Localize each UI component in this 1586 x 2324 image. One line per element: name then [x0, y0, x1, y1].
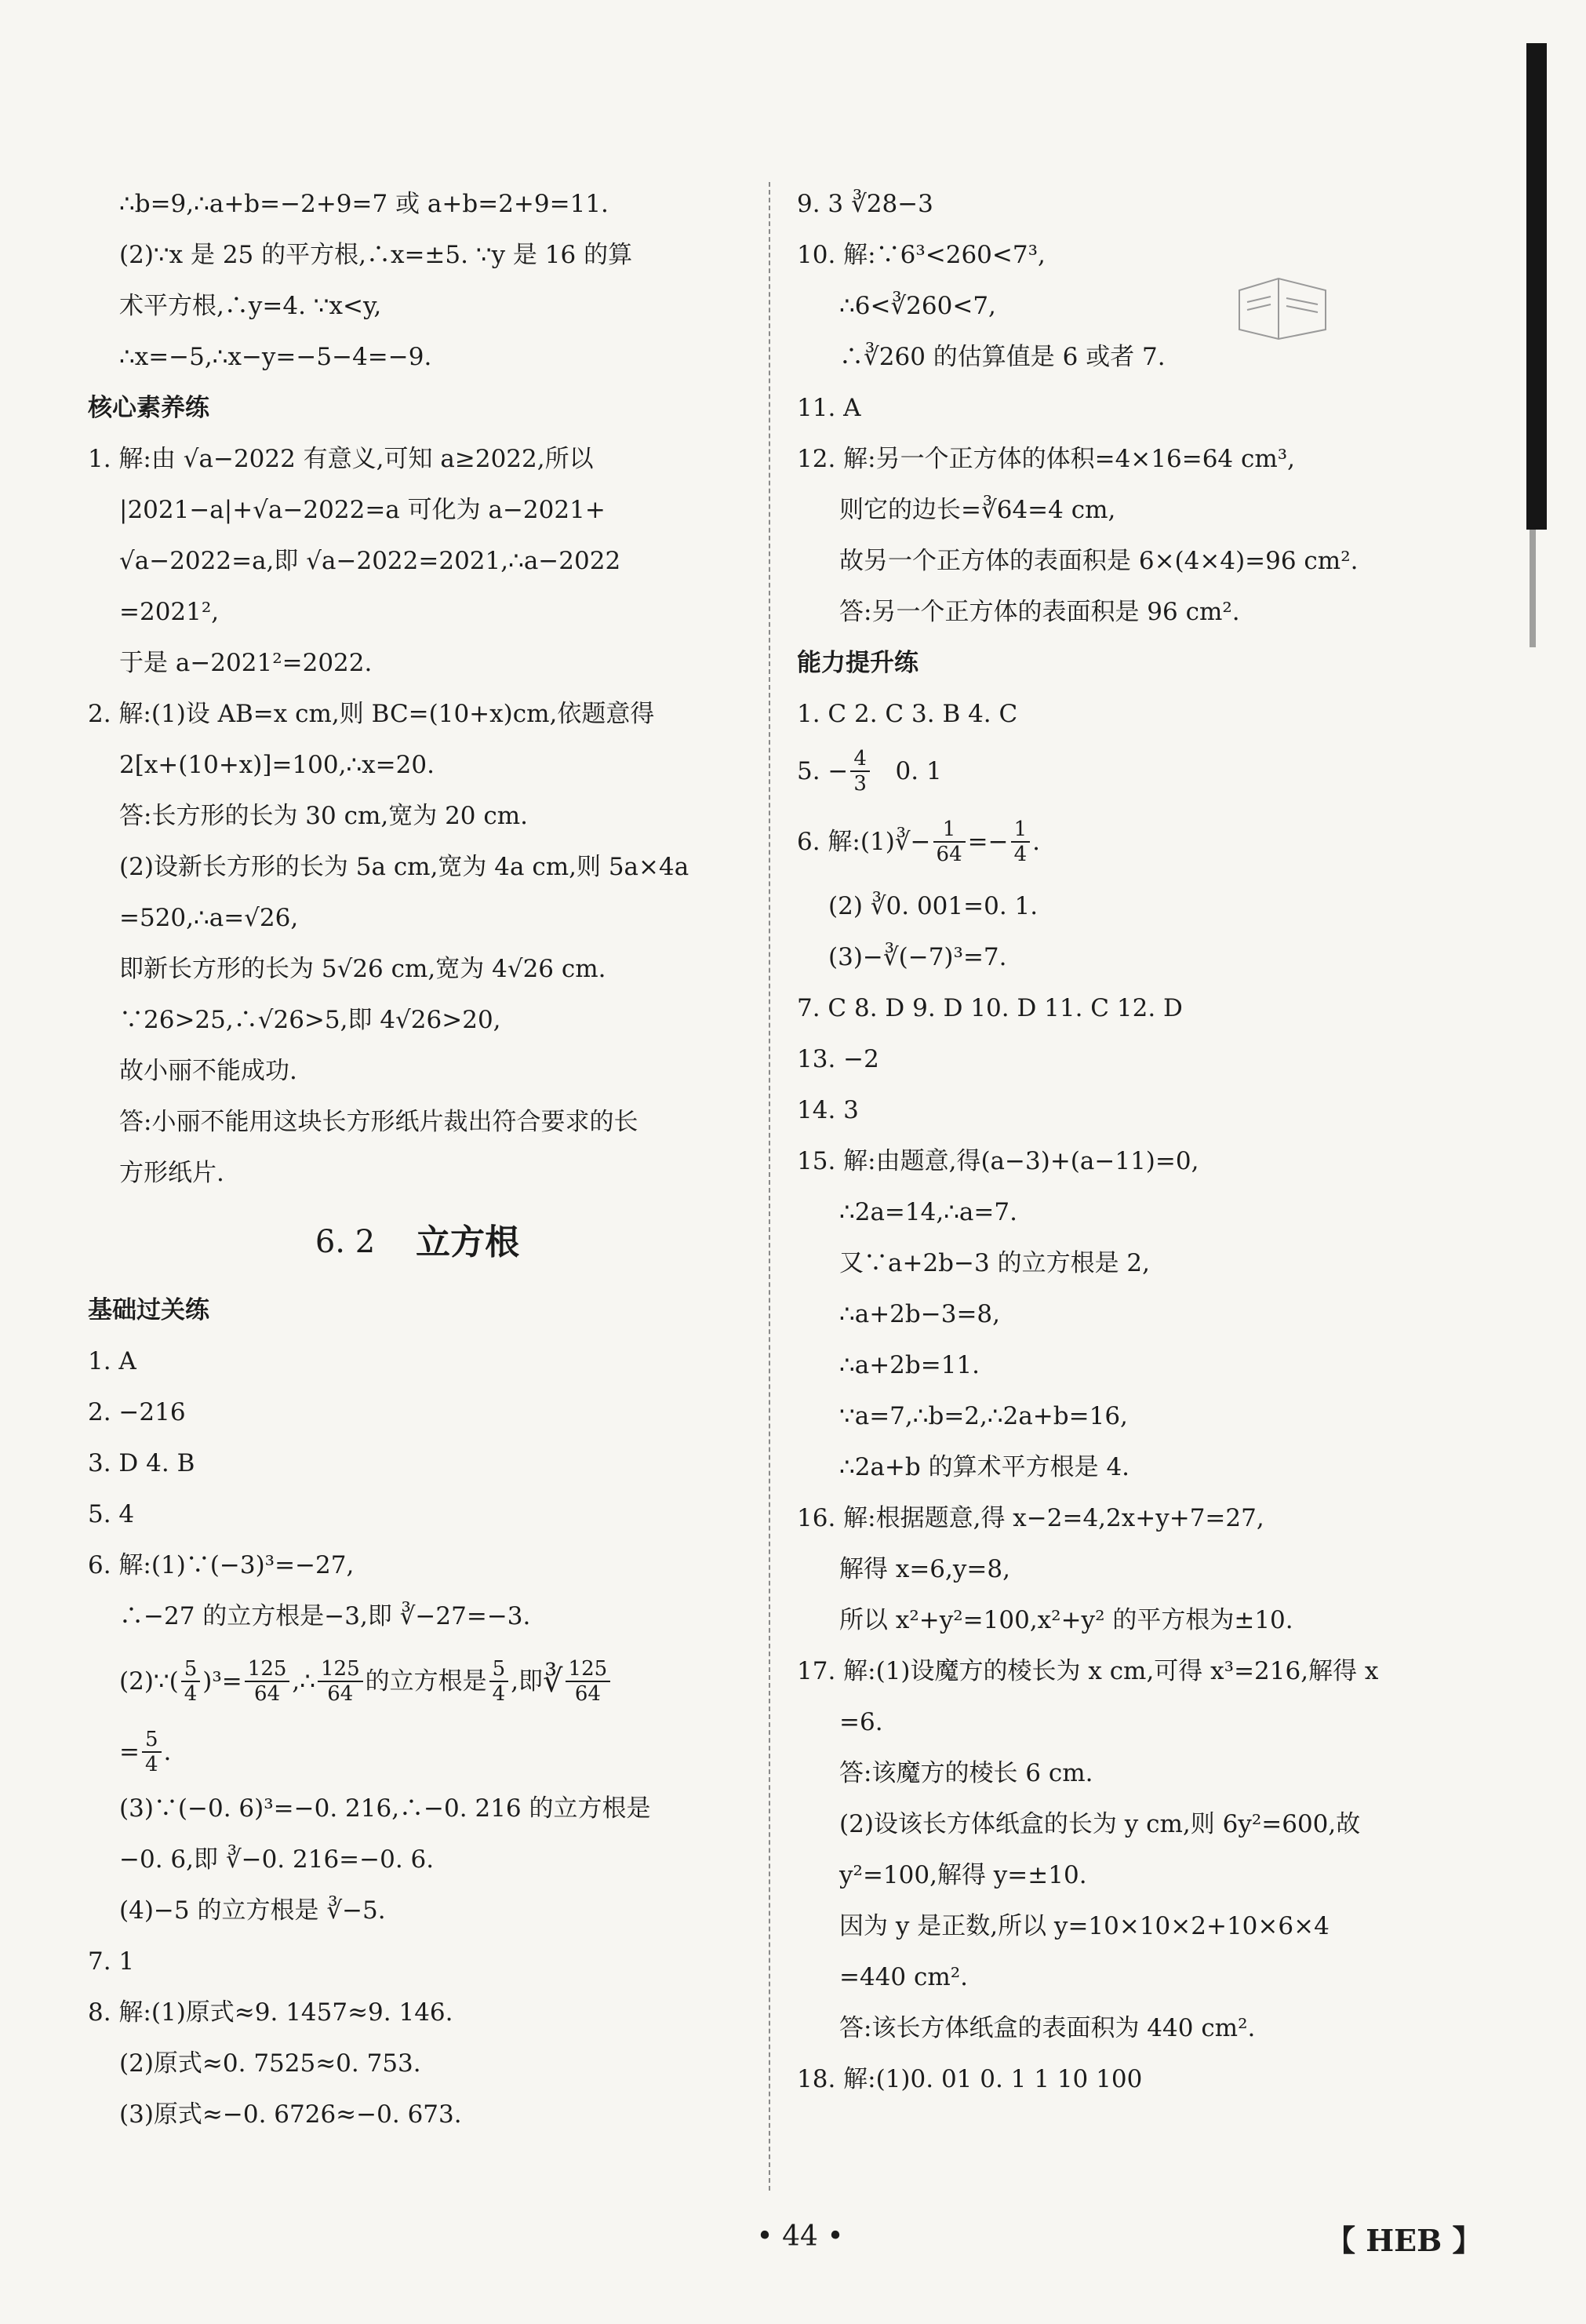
numerator: 4	[850, 747, 870, 772]
text-line: 16. 解:根据题意,得 x−2=4,2x+y+7=27,	[797, 1504, 1264, 1532]
text-line: 2[x+(10+x)]=100,∴x=20.	[119, 751, 435, 779]
numerator: 1	[933, 818, 966, 843]
text-line: 11. A	[797, 394, 861, 422]
text-fragment: 6. 解:(1)∛	[797, 827, 911, 856]
fraction	[566, 1657, 611, 1706]
text-line: ∴6<∛260<7,	[839, 292, 996, 320]
text-fragment: )³=	[202, 1667, 242, 1696]
text-line: 方形纸片.	[119, 1159, 224, 1187]
text-line: 所以 x²+y²=100,x²+y² 的平方根为±10.	[839, 1606, 1293, 1634]
text-line: (2)设该长方体纸盒的长为 y cm,则 6y²=600,故	[839, 1810, 1361, 1838]
text-line: (4)−5 的立方根是 ∛−5.	[119, 1896, 386, 1925]
text-line: 15. 解:由题意,得(a−3)+(a−11)=0,	[797, 1147, 1199, 1175]
denominator: 64	[574, 1682, 601, 1706]
text-line: 即新长方形的长为 5√26 cm,宽为 4√26 cm.	[119, 955, 606, 983]
section-heading-ability: 能力提升练	[797, 649, 918, 677]
numerator: 5	[181, 1657, 201, 1682]
text-line: 14. 3	[797, 1096, 859, 1124]
fraction	[850, 747, 870, 796]
fraction	[489, 1657, 509, 1706]
text-fragment: −	[910, 827, 931, 856]
text-line: 解得 x=6,y=8,	[839, 1555, 1010, 1583]
text-line: 2. −216	[88, 1398, 186, 1426]
numerator: 125	[566, 1657, 611, 1682]
text-line: ∴a+2b−3=8,	[839, 1300, 1000, 1328]
text-line: ∵a=7,∴b=2,∴2a+b=16,	[839, 1402, 1128, 1430]
text-line: ∴b=9,∴a+b=−2+9=7 或 a+b=2+9=11.	[119, 190, 609, 218]
fraction-line	[797, 803, 1471, 881]
text-fragment: ,即	[511, 1667, 544, 1696]
section-title	[88, 1199, 747, 1285]
text-line: 7. C 8. D 9. D 10. D 11. C 12. D	[797, 994, 1183, 1022]
text-line: (3)∵(−0. 6)³=−0. 216,∴−0. 216 的立方根是	[119, 1794, 651, 1823]
text-line: 18. 解:(1)0. 01 0. 1 1 10 100	[797, 2065, 1143, 2093]
text-line: 答:另一个正方体的表面积是 96 cm².	[839, 598, 1240, 626]
text-line: 故另一个正方体的表面积是 6×(4×4)=96 cm².	[839, 547, 1359, 575]
denominator: 4	[184, 1682, 198, 1706]
text-line: 则它的边长=∛64=4 cm,	[839, 496, 1116, 524]
text-line: 因为 y 是正数,所以 y=10×10×2+10×6×4	[839, 1912, 1330, 1940]
text-line: √a−2022=a,即 √a−2022=2021,∴a−2022	[119, 547, 621, 575]
publisher-tag: 【 HEB 】	[1326, 2223, 1482, 2258]
fraction-line	[88, 1642, 747, 1721]
text-line: ∴2a+b 的算术平方根是 4.	[839, 1453, 1130, 1481]
right-column	[797, 179, 1471, 2105]
text-line: 10. 解:∵6³<260<7³,	[797, 241, 1046, 269]
text-line: =440 cm².	[839, 1963, 969, 1991]
text-fragment: 的立方根是	[365, 1667, 487, 1696]
text-line: ∴a+2b=11.	[839, 1351, 980, 1379]
text-line: 又∵a+2b−3 的立方根是 2,	[839, 1249, 1151, 1277]
text-fragment: =	[119, 1737, 140, 1766]
denominator: 64	[327, 1682, 354, 1706]
text-line: (3)−∛(−7)³=7.	[828, 943, 1007, 971]
text-line: ∴2a=14,∴a=7.	[839, 1198, 1017, 1226]
fraction-line	[88, 1721, 747, 1783]
text-line: ∴∛260 的估算值是 6 或者 7.	[839, 343, 1166, 371]
text-line: ∴x=−5,∴x−y=−5−4=−9.	[119, 343, 432, 371]
page-number: • 44 •	[756, 2220, 844, 2253]
text-line: 13. −2	[797, 1045, 879, 1073]
text-line: (3)原式≈−0. 6726≈−0. 673.	[119, 2100, 462, 2129]
text-line: 5. 4	[88, 1500, 135, 1528]
section-number: 6. 2	[315, 1223, 376, 1260]
fraction	[245, 1657, 290, 1706]
numerator: 1	[1011, 818, 1031, 843]
scan-edge-shadow-faint	[1530, 530, 1536, 647]
section-heading-basic: 基础过关练	[88, 1296, 209, 1324]
text-line: (2)设新长方形的长为 5a cm,宽为 4a cm,则 5a×4a	[119, 853, 689, 881]
numerator: 5	[142, 1728, 162, 1753]
text-line: 答:该魔方的棱长 6 cm.	[839, 1759, 1093, 1787]
text-fragment: ,∴	[292, 1667, 315, 1696]
text-line: 2. 解:(1)设 AB=x cm,则 BC=(10+x)cm,依题意得	[88, 700, 655, 728]
text-line: =6.	[839, 1708, 883, 1736]
fraction	[318, 1657, 363, 1706]
text-line: 8. 解:(1)原式≈9. 1457≈9. 146.	[88, 1998, 453, 2027]
text-line: (2)∵x 是 25 的平方根,∴x=±5. ∵y 是 16 的算	[119, 241, 633, 269]
column-divider	[769, 182, 770, 2191]
text-line: 故小丽不能成功.	[119, 1057, 297, 1085]
text-line: 9. 3 ∛28−3	[797, 190, 933, 218]
text-line: 答:长方形的长为 30 cm,宽为 20 cm.	[119, 802, 528, 830]
fraction-line	[797, 740, 1471, 803]
text-line: 17. 解:(1)设魔方的棱长为 x cm,可得 x³=216,解得 x	[797, 1657, 1379, 1685]
text-line: |2021−a|+√a−2022=a 可化为 a−2021+	[119, 496, 606, 524]
text-fragment: 0. 1	[871, 756, 942, 785]
text-line: 3. D 4. B	[88, 1449, 195, 1477]
text-line: =520,∴a=√26,	[119, 904, 299, 932]
text-line: =2021²,	[119, 598, 220, 626]
text-line: 7. 1	[88, 1947, 135, 1976]
scan-edge-shadow	[1526, 43, 1547, 530]
text-line: 12. 解:另一个正方体的体积=4×16=64 cm³,	[797, 445, 1296, 473]
text-line: −0. 6,即 ∛−0. 216=−0. 6.	[119, 1845, 435, 1874]
text-line: 6. 解:(1)∵(−3)³=−27,	[88, 1551, 355, 1579]
text-line: ∴−27 的立方根是−3,即 ∛−27=−3.	[119, 1602, 531, 1630]
denominator: 3	[853, 772, 867, 796]
fraction	[181, 1657, 201, 1706]
section-name: 立方根	[416, 1222, 520, 1262]
text-line: ∵26>25,∴√26>5,即 4√26>20,	[119, 1006, 501, 1034]
denominator: 64	[254, 1682, 281, 1706]
cube-root-sign: ∛	[543, 1663, 563, 1699]
denominator: 4	[492, 1682, 506, 1706]
numerator: 125	[245, 1657, 290, 1682]
fraction	[142, 1728, 162, 1776]
text-line: 1. 解:由 √a−2022 有意义,可知 a≥2022,所以	[88, 445, 594, 473]
text-line: 答:小丽不能用这块长方形纸片裁出符合要求的长	[119, 1108, 638, 1136]
text-line: 1. C 2. C 3. B 4. C	[797, 700, 1018, 728]
text-fragment: .	[163, 1737, 172, 1766]
numerator: 125	[318, 1657, 363, 1682]
denominator: 64	[936, 843, 962, 866]
denominator: 4	[1013, 843, 1028, 866]
text-fragment: (2)∵(	[119, 1667, 179, 1696]
text-line: (2) ∛0. 001=0. 1.	[828, 892, 1039, 920]
fraction	[1011, 818, 1031, 866]
denominator: 4	[144, 1753, 158, 1776]
text-line: (2)原式≈0. 7525≈0. 753.	[119, 2049, 421, 2078]
text-line: 1. A	[88, 1347, 136, 1375]
text-line: 术平方根,∴y=4. ∵x<y,	[119, 292, 382, 320]
text-fragment: .	[1032, 827, 1040, 856]
text-line: 于是 a−2021²=2022.	[119, 649, 373, 677]
left-column	[88, 179, 747, 2140]
fraction	[933, 818, 966, 866]
text-line: y²=100,解得 y=±10.	[839, 1861, 1087, 1889]
text-line: 答:该长方体纸盒的表面积为 440 cm².	[839, 2014, 1256, 2042]
text-fragment: =−	[967, 827, 1009, 856]
text-fragment: 5. −	[797, 756, 849, 785]
section-heading-core: 核心素养练	[88, 394, 209, 422]
numerator: 5	[489, 1657, 509, 1682]
